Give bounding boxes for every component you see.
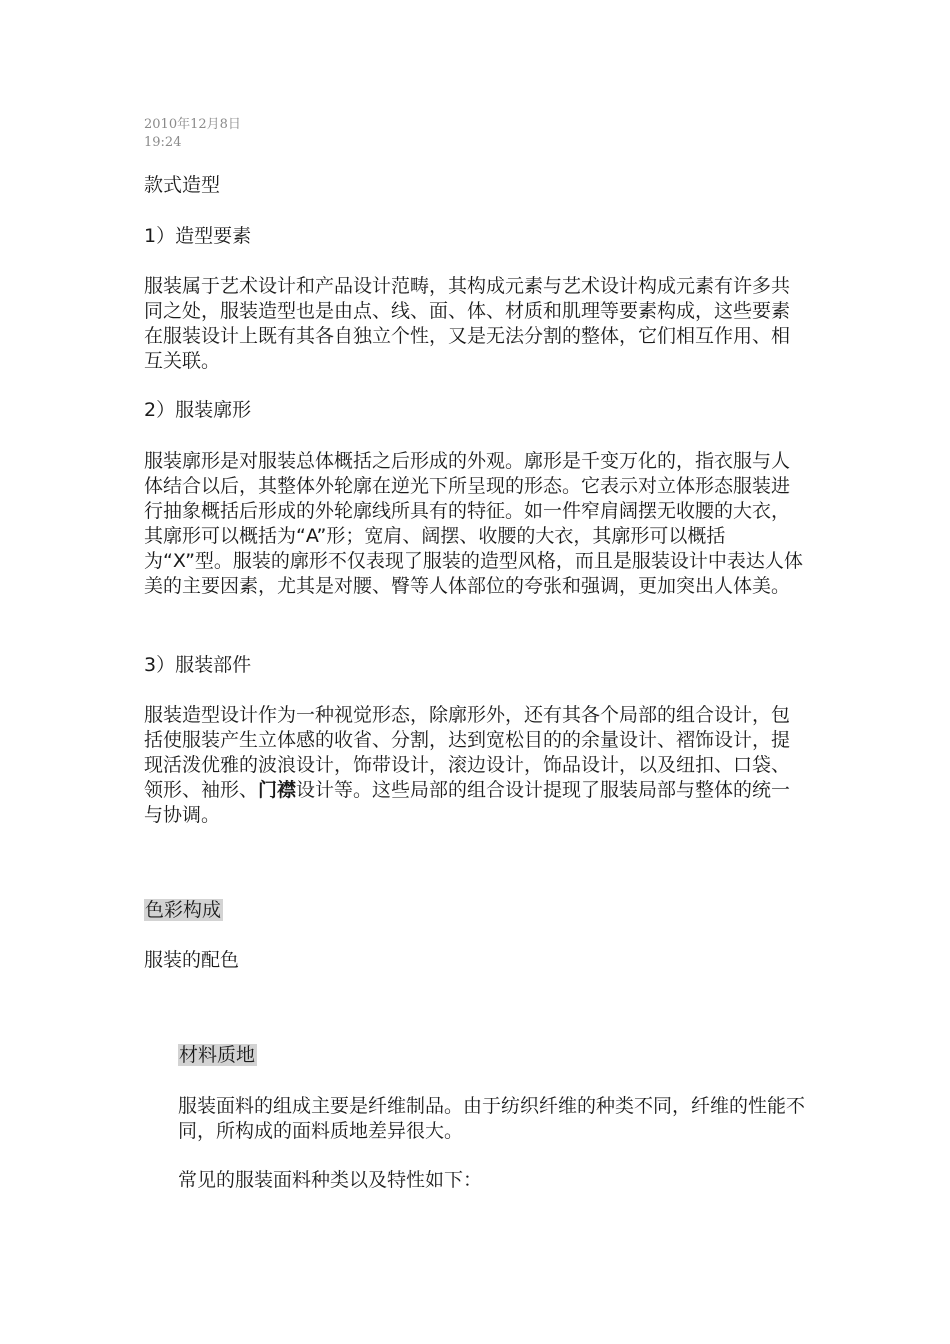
material-heading xyxy=(178,1043,257,1068)
section-1-body: 服装属于艺术设计和产品设计范畴，其构成元素与艺术设计构成元素有许多共同之处，服装造型也是由点、线、面、体、材质和肌理等要素构成，这些要素在服装设计上既有其各自独立个性，又是无法分割的整体，它们相互作用、相互关联。 xyxy=(144,275,791,372)
material-heading-text: 材料质地 xyxy=(179,1044,256,1066)
section-3-heading: 3）服装部件 xyxy=(144,654,252,676)
section-1-heading: 1）造型要素 xyxy=(144,225,252,247)
material-body: 服装面料的组成主要是纤维制品。由于纺织纤维的种类不同，纤维的性能不同，所构成的面料质地差异很大。 xyxy=(178,1095,806,1142)
color-subheading: 服装的配色 xyxy=(144,949,240,971)
note-timestamp xyxy=(144,116,241,152)
note-time: 19:24 xyxy=(144,135,182,150)
section-3-body-bold: 门襟 xyxy=(258,779,297,801)
style-title: 款式造型 xyxy=(144,174,221,196)
section-3-body-part1: 服装造型设计作为一种视觉形态，除廓形外，还有其各个局部的组合设计，包括使服装产生立体感的收省、分割，达到宽松目的的余量设计、褶饰设计，提现活泼优雅的波浪设计，饰带设计，滚边设计，饰品设计，以及纽扣、口袋、领形、袖形、 xyxy=(144,704,791,801)
color-heading-text: 色彩构成 xyxy=(145,899,222,921)
section-2-heading: 2）服装廓形 xyxy=(144,399,252,421)
section-2-body: 服装廓形是对服装总体概括之后形成的外观。廓形是千变万化的，指衣服与人体结合以后，其整体外轮廓在逆光下所呈现的形态。它表示对立体形态服装进行抽象概括后形成的外轮廓线所具有的特征。如一件窄肩阔摆无收腰的大衣，其廓形可以概括为“A”形；宽肩、阔摆、收腰的大衣，其廓形可以概括为“X”型。服装的廓形不仅表现了服装的造型风格，而且是服装设计中表达人体美的主要因素，尤其是对腰、臀等人体部位的夸张和强调，更加突出人体美。 xyxy=(144,450,803,597)
section-3-body xyxy=(144,703,804,828)
note-date: 2010年12月8日 xyxy=(144,117,241,132)
material-list-intro: 常见的服装面料种类以及特性如下： xyxy=(178,1169,483,1191)
color-heading xyxy=(144,898,223,923)
section-3-body-part2: 设计等。这些局部的组合设计提现了服装局部与整体的统一与协调。 xyxy=(144,779,791,826)
